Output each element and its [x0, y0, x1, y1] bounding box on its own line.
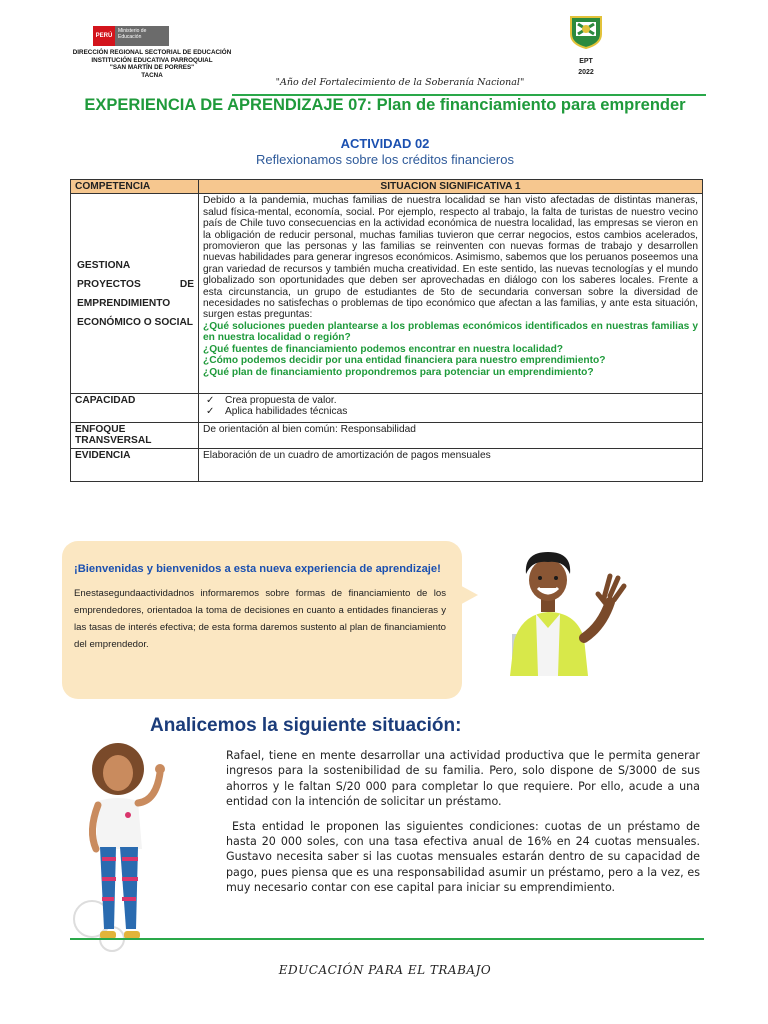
welcome-heading: ¡Bienvenidas y bienvenidos a esta nueva experiencia de aprendizaje!	[74, 563, 441, 575]
footer-subject: EDUCACIÓN PARA EL TRABAJO	[278, 963, 492, 977]
header-situacion: SITUACION SIGNIFICATIVA 1	[199, 180, 703, 194]
capacidad-cell	[199, 393, 703, 422]
question-2: ¿Qué fuentes de financiamiento podemos encontrar en nuestra localidad?	[203, 343, 564, 355]
capacidad-item: ✓ Aplica habilidades técnicas	[203, 406, 698, 417]
enfoque-cell: De orientación al bien común: Responsabilidad	[199, 422, 703, 448]
ept-text: EPT	[579, 58, 593, 65]
welcome-body: Enestasegundaactividadnos informaremos sobre formas de financiamiento de los emprendedores, orientadoa la toma de decisiones en cuanto a entidades financieras y las tasas de interés efectiva; de esta forma daremos sustento al plan de financiamiento del emprendedor.	[74, 588, 446, 650]
table-header-row	[71, 180, 703, 194]
question-1: ¿Qué soluciones pueden plantearse a los problemas económicos identificados en nuestras familias y en nuestra localidad o región?	[203, 320, 698, 344]
competency-table	[70, 179, 703, 482]
header-line-2: INSTITUCIÓN EDUCATIVA PARROQUIAL	[91, 56, 213, 64]
header-competencia: COMPETENCIA	[71, 180, 199, 194]
ept-label	[568, 56, 604, 78]
school-shield-icon	[568, 14, 604, 50]
evidencia-row	[71, 448, 703, 481]
speech-pointer	[456, 583, 478, 607]
header-line-4: TACNA	[141, 71, 163, 79]
question-3: ¿Cómo podemos decidir por una entidad financiera para nuestro emprendimiento?	[203, 355, 606, 367]
ministry-logo-text: Ministerio de Educación	[115, 26, 169, 46]
enfoque-label: ENFOQUE TRANSVERSAL	[71, 422, 199, 448]
year-text: 2022	[578, 69, 594, 76]
question-4: ¿Qué plan de financiamiento propondremos para potenciar un emprendimiento?	[203, 366, 594, 378]
peru-logo-mark: PERÚ	[93, 26, 115, 46]
story-paragraph-1: Rafael, tiene en mente desarrollar una actividad productiva que le permita generar ingresos para la sostenibilidad de su familia. Pero, solo dispone de S/3000 de sus ahorros y le faltan S/20 000 para completar lo que requiere. Por ello, acude a una entidad con la intención de solicitar un préstamo.	[226, 749, 700, 809]
enfoque-row	[71, 422, 703, 448]
activity-subtitle: Reflexionamos sobre los créditos financieros	[256, 152, 514, 167]
situation-story	[226, 748, 700, 896]
capacidad-item: ✓ Crea propuesta de valor.	[203, 395, 698, 406]
welcome-bubble	[62, 541, 462, 699]
experience-title: EXPERIENCIA DE APRENDIZAJE 07: Plan de financiamiento para emprender	[84, 96, 686, 114]
ministry-logo	[93, 26, 169, 46]
story-paragraph-2: Esta entidad le proponen las siguientes condiciones: cuotas de un préstamo de hasta 20 000 soles, con una tasa efectiva anual de 16% en 24 cuotas mensuales. Gustavo necesita saber si las cuotas mensuales estarán dentro de su capacidad de pago, pues piensa que es una responsabilidad asumir un préstamo, pero a la vez, es muy necesario contar con ese capital para iniciar su emprendimiento.	[226, 819, 700, 895]
footer-divider	[70, 938, 704, 940]
situacion-text: Debido a la pandemia, muchas familias de nuestra localidad se han visto afectadas de distintas maneras, salud física-mental, economía, social. Por ejemplo, respecto al trabajo, la falta de turistas de nuestro vecino país de Chile tuvo consecuencias en la actividad económica de nuestra localidad, las empresas se vieron en la obligación de reducir personal, muchas familias tuvieron que cerrar negocios, estos cambios acelerados, promovieron que las personas y las familias se reinventen con nuevas formas de trabajo y desarrollen nuevas habilidades para generar ingresos económicos. Asimismo, sabemos que los peruanos poseemos una gran variedad de recursos y también mucha creatividad. En este sentido, las nuevas tecnologías y el mundo globalizado son oportunidades que deben ser aprovechadas en diálogo con los saberes locales. Frente a esta circunstancia, un grupo de estudiantes de 5to de secundaria conversan sobre la diversidad de necesidades no satisfechas o problemas de tipo económico que afectan a las familias, y ante esta situación, surgen estas preguntas:	[203, 195, 698, 321]
header-line-3: "SAN MARTÍN DE PORRES"	[109, 64, 195, 71]
situation-row	[71, 194, 703, 394]
activity-title: ACTIVIDAD 02	[340, 136, 430, 151]
waving-boy-illustration	[492, 546, 642, 676]
institution-header	[52, 49, 252, 79]
evidencia-cell: Elaboración de un cuadro de amortización de pagos mensuales	[199, 448, 703, 481]
competencia-cell: GESTIONA PROYECTOS DE EMPRENDIMIENTO ECONÓMICO O SOCIAL	[71, 194, 199, 394]
analysis-heading: Analicemos la siguiente situación:	[150, 715, 462, 736]
situacion-cell	[199, 194, 703, 394]
capacidad-row	[71, 393, 703, 422]
year-motto: "Año del Fortalecimiento de la Soberanía Nacional"	[275, 77, 525, 88]
thumbs-up-girl-illustration	[72, 739, 192, 959]
capacidad-label: CAPACIDAD	[71, 393, 199, 422]
header-line-1: DIRECCIÓN REGIONAL SECTORIAL DE EDUCACIÓN	[72, 49, 232, 56]
evidencia-label: EVIDENCIA	[71, 448, 199, 481]
